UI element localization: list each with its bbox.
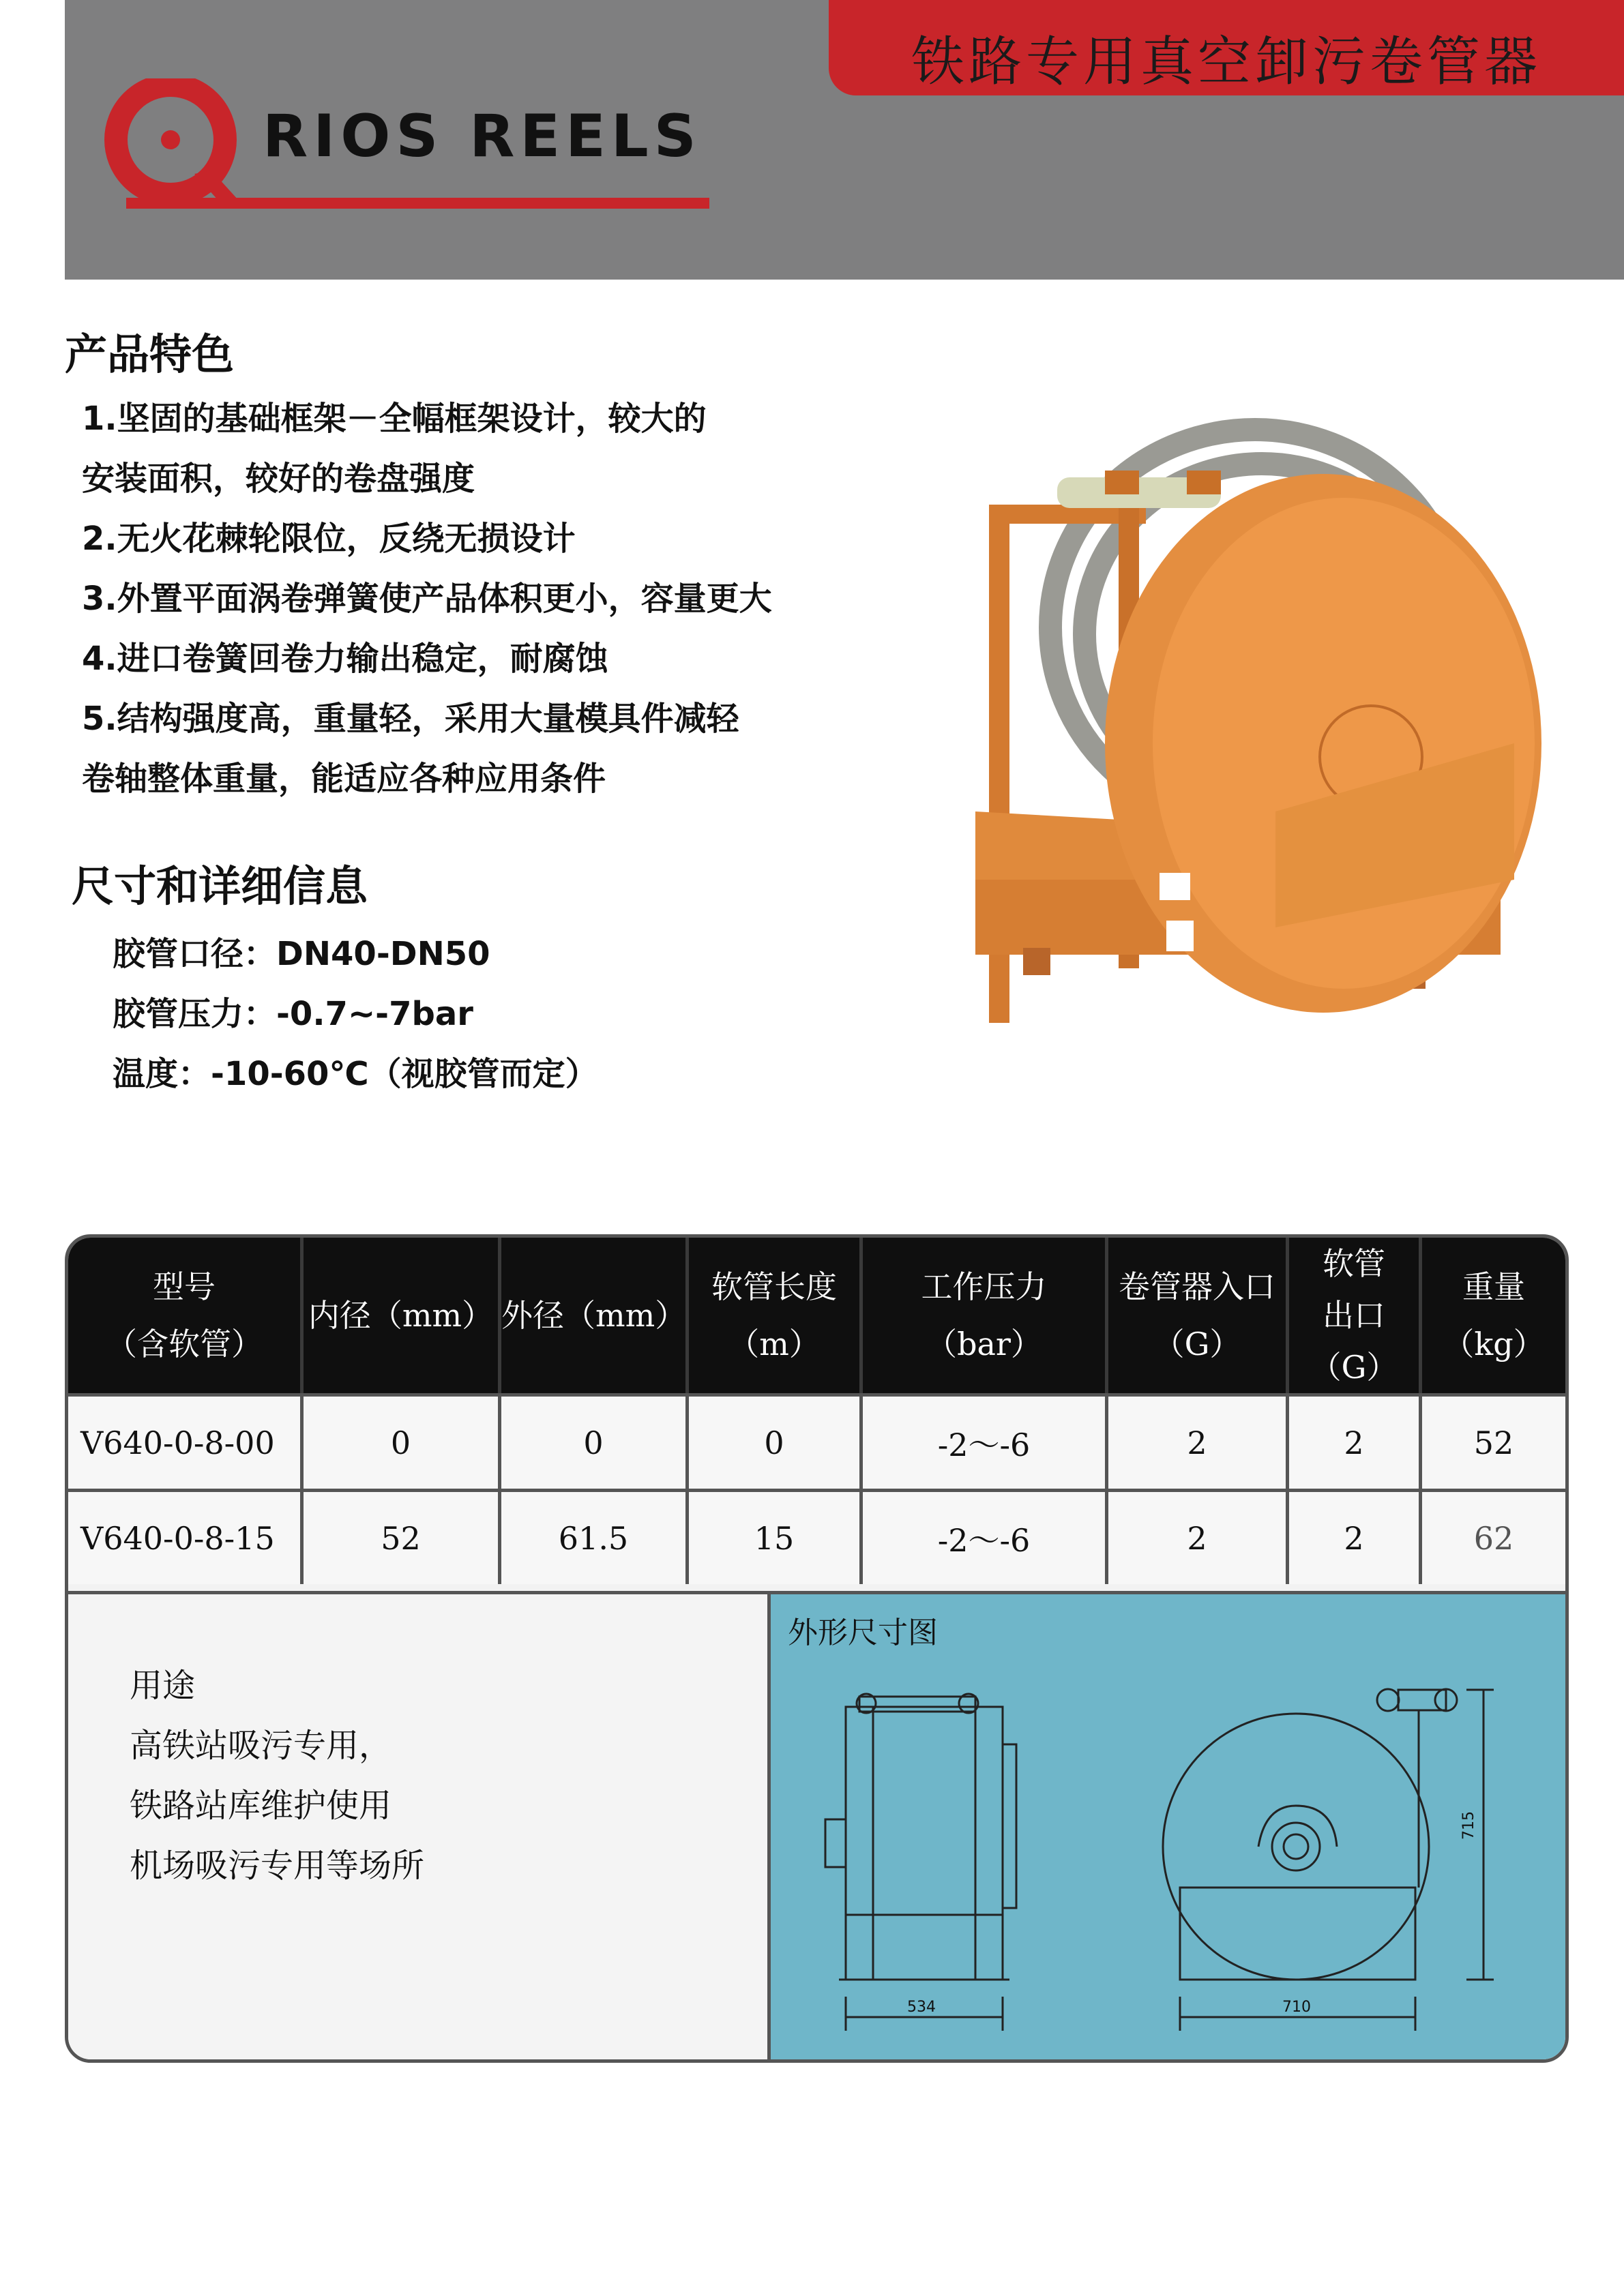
- features-heading: 产品特色: [65, 329, 235, 379]
- header-line: 出口: [1323, 1297, 1385, 1334]
- usage-line: 用途: [130, 1667, 196, 1705]
- feature-line: 1.坚固的基础框架－全幅框架设计，较大的: [82, 400, 707, 438]
- table-cell: 0: [689, 1397, 863, 1489]
- table-cell: V640-0-8-00: [68, 1397, 304, 1489]
- table-cell: 52: [304, 1492, 501, 1584]
- header-line: 软管: [1323, 1245, 1385, 1282]
- col-header-inner-diameter: [304, 1238, 501, 1393]
- feature-line: 4.进口卷簧回卷力输出稳定，耐腐蚀: [82, 640, 608, 678]
- table-cell: 0: [304, 1397, 501, 1489]
- col-header-outer-diameter: [501, 1238, 689, 1393]
- header-line: 内径（mm）: [308, 1297, 494, 1334]
- header-line: （bar）: [926, 1326, 1042, 1362]
- table-cell: 62: [1473, 1519, 1514, 1557]
- col-header-hose-length: [689, 1238, 863, 1393]
- header-line: （kg）: [1443, 1326, 1545, 1362]
- feature-line: 2.无火花棘轮限位，反绕无损设计: [82, 520, 576, 558]
- spec-table: [65, 1234, 1569, 2063]
- header-line: 软管长度: [711, 1268, 837, 1305]
- col-header-inlet: [1108, 1238, 1289, 1393]
- col-header-model: [68, 1238, 304, 1393]
- table-cell: -2～-6: [863, 1492, 1108, 1584]
- product-photo: [962, 402, 1541, 1077]
- table-cell: 2: [1108, 1397, 1289, 1489]
- feature-line: 3.外置平面涡卷弹簧使产品体积更小，容量更大: [82, 580, 772, 618]
- col-header-pressure: [863, 1238, 1108, 1393]
- usage-line: 机场吸污专用等场所: [130, 1847, 425, 1885]
- brand-logo: [99, 78, 713, 215]
- table-cell: -2～-6: [863, 1397, 1108, 1489]
- table-cell: 2: [1289, 1492, 1422, 1584]
- header-line: 重量: [1462, 1268, 1525, 1305]
- dim-height: 715: [1460, 1811, 1477, 1840]
- feature-line: 5.结构强度高，重量轻，采用大量模具件减轻: [82, 700, 739, 738]
- specs-heading: 尺寸和详细信息: [72, 861, 368, 911]
- header-line: （G）: [1153, 1326, 1241, 1362]
- feature-list: [82, 389, 887, 809]
- logo-mark-icon: [99, 78, 263, 215]
- usage-list: [130, 1656, 424, 1896]
- dimension-drawing: [771, 1594, 1565, 2059]
- table-row: [68, 1393, 1565, 1489]
- col-header-weight: [1422, 1238, 1565, 1393]
- col-header-outlet: [1289, 1238, 1422, 1393]
- spec-line: 温度：-10-60℃（视胶管而定）: [113, 1055, 598, 1093]
- usage-panel: [68, 1591, 767, 2059]
- table-cell: 2: [1108, 1492, 1289, 1584]
- spec-list: [113, 924, 598, 1104]
- table-cell: 15: [689, 1492, 863, 1584]
- logo-underline: [126, 198, 709, 209]
- table-cell: V640-0-8-15: [68, 1492, 304, 1584]
- table-cell: 52: [1473, 1424, 1514, 1461]
- table-cell: 0: [501, 1397, 689, 1489]
- header-line: 工作压力: [921, 1268, 1047, 1305]
- header-line: 型号: [153, 1268, 216, 1305]
- usage-line: 铁路站库维护使用: [130, 1787, 392, 1825]
- table-cell: 61.5: [501, 1492, 689, 1584]
- dim-width-front: 710: [1282, 1999, 1311, 2016]
- dimension-diagram-panel: [767, 1591, 1565, 2059]
- header-line: 外径（mm）: [501, 1297, 687, 1334]
- spec-line: 胶管压力：-0.7~-7bar: [113, 995, 473, 1033]
- title-tab: [829, 0, 1624, 95]
- table-cell: 2: [1289, 1397, 1422, 1489]
- spec-line: 胶管口径：DN40-DN50: [113, 935, 490, 973]
- table-row: [68, 1489, 1565, 1584]
- header-line: 卷管器入口: [1119, 1268, 1275, 1305]
- page-title: 铁路专用真空卸污卷管器: [911, 31, 1541, 93]
- feature-line: 安装面积，较好的卷盘强度: [82, 460, 475, 498]
- usage-line: 高铁站吸污专用，: [130, 1727, 392, 1765]
- header-line: （m）: [728, 1326, 821, 1362]
- diagram-title: 外形尺寸图: [788, 1615, 938, 1650]
- feature-line: 卷轴整体重量，能适应各种应用条件: [82, 760, 606, 798]
- brand-name: RIOS REELS: [263, 102, 702, 170]
- table-header: [68, 1238, 1565, 1393]
- header-line: （含软管）: [106, 1326, 263, 1362]
- header-line: （G）: [1310, 1349, 1398, 1386]
- dim-width-side: 534: [907, 1999, 936, 2016]
